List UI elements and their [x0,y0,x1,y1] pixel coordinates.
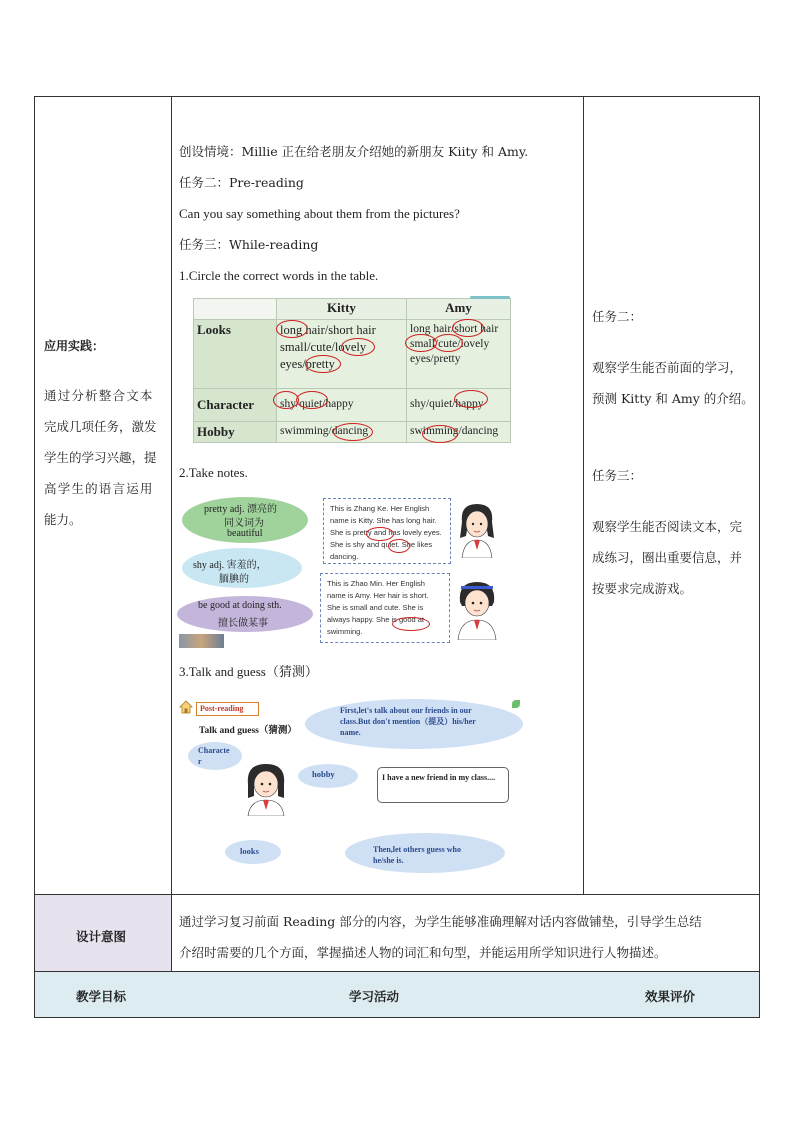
instruction-take-notes: 2.Take notes. [179,465,248,480]
circle-note-shy [388,539,410,553]
left-col-title: 应用实践： [44,339,105,353]
post-reading-tag: Post-reading [196,702,259,716]
note-bubble-pretty-l1: pretty adj. 漂亮的 [204,504,278,515]
row-label-character: Character [194,389,277,421]
table-border-col1 [171,96,172,1018]
left-col-desc-5: 能力。 [44,512,82,527]
cell-kitty-looks[interactable]: long hair/short hair small/cute/lovely eyes/pretty [277,320,407,389]
right-task2-desc-1: 观察学生能否前面的学习， [592,360,743,375]
circle-kitty-lovely [341,338,375,356]
table-border-col2 [583,96,584,895]
post-reading-title: Talk and guess（猜测） [199,726,297,736]
task2-title: 任务二：Pre-reading [179,175,304,190]
left-col-desc-1: 通过分析整合文本 [44,388,154,403]
table-header-empty [194,299,277,320]
task2-question: Can you say something about them from the pictures? [179,206,460,221]
circle-kitty-long [276,320,308,338]
right-task2-title: 任务二： [592,309,643,324]
table-border-right [759,96,760,1018]
row-label-looks: Looks [194,320,277,389]
girl-amy-illustration [448,576,506,640]
circle-kitty-dancing [333,423,373,441]
circle-amy-short [452,319,484,337]
cloud-guess-text: Then,let others guess who he/she is. [373,845,462,865]
right-task3-title: 任务三： [592,468,643,483]
design-text-1: 通过学习复习前面 Reading 部分的内容，为学生能够准确理解对话内容做铺垫，引导学生总结 [179,914,702,929]
left-col-desc-2: 完成几项任务，激发 [44,419,157,434]
circle-amy-happy [454,390,488,408]
design-label: 设计意图 [76,929,127,944]
cell-amy-hobby[interactable]: swimming/dancing [407,421,511,442]
girl-center-illustration [240,762,292,816]
note-bubble-shy-l1: shy adj. 害羞的， [193,560,267,571]
footer-col-activities: 学习活动 [349,989,400,1004]
book-strip-image [179,634,224,648]
left-col-desc-3: 学生的学习兴趣，提 [44,450,157,465]
right-task2-desc-2: 预测 Kitty 和 Amy 的介绍。 [592,391,754,406]
note-bubble-good-at-l1: be good at doing sth. [198,600,282,611]
circle-note-pretty [366,527,394,541]
leaf-icon [512,700,520,708]
footer-col-evaluation: 效果评价 [645,989,696,1004]
table-border-left [34,96,35,1018]
note-text-amy: This is Zhao Min. Her English name is Amy. Her hair is short. She is small and cute. She is always happy. She is good at swimming. [320,573,450,643]
cell-kitty-character[interactable]: shy/quiet/happy [277,389,407,421]
note-text-kitty: This is Zhang Ke. Her English name is Kitty. She has long hair. She is pretty and has lovely eyes. She is shy and quiet. She likes dancing. [323,498,451,564]
circle-kitty-quiet [296,391,328,409]
cloud-looks-text: looks [240,846,259,856]
table-border-top [34,96,759,97]
cell-amy-character[interactable]: shy/quiet/happy [407,389,511,421]
cell-kitty-hobby[interactable]: swimming/dancing [277,421,407,442]
note-bubble-good-at-l2: 擅长做某事 [218,618,268,629]
design-text-2: 介绍时需要的几个方面，掌握描述人物的词汇和句型，并能运用所学知识进行人物描述。 [179,945,667,960]
scenario-line: 创设情境：Millie 正在给老朋友介绍她的新朋友 Kiity 和 Amy. [179,144,529,159]
cell-amy-looks[interactable]: long hair/short hair small/cute/lovely eyes/pretty [407,320,511,389]
task3-title: 任务三：While-reading [179,237,319,252]
girl-kitty-illustration [450,500,505,558]
house-icon [179,699,193,713]
footer-col-objectives: 教学目标 [76,989,127,1004]
speech-box: I have a new friend in my class.... [377,767,509,803]
circle-amy-cute [433,334,463,352]
row-label-hobby: Hobby [194,421,277,442]
cloud-intro-text: First,let's talk about our friends in our class.But don't mention（提及）his/her name. [340,706,476,737]
table-header-kitty: Kitty [277,299,407,320]
left-col-desc-4: 高学生的语言运用 [44,481,154,496]
table-border-bottom [34,1017,759,1018]
cloud-hobby-text: hobby [312,769,335,779]
right-task3-desc-3: 按要求完成游戏。 [592,581,693,596]
right-task3-desc-1: 观察学生能否阅读文本，完 [592,519,743,534]
cloud-character-text: Character [198,746,230,766]
instruction-circle: 1.Circle the correct words in the table. [179,268,379,283]
note-bubble-shy-l2: 腼腆的 [219,574,249,585]
note-bubble-pretty-l3: beautiful [227,528,263,539]
circle-amy-swimming [422,425,458,443]
circle-note-good [392,617,430,631]
table-header-amy: Amy [407,299,511,320]
right-task3-desc-2: 成练习，圈出重要信息，并 [592,550,743,565]
table-corner-accent [470,296,510,299]
circle-kitty-pretty [305,355,341,373]
instruction-talk-guess: 3.Talk and guess（猜测） [179,664,318,679]
note-bubble-pretty-l2: 同义词为 [224,518,264,529]
